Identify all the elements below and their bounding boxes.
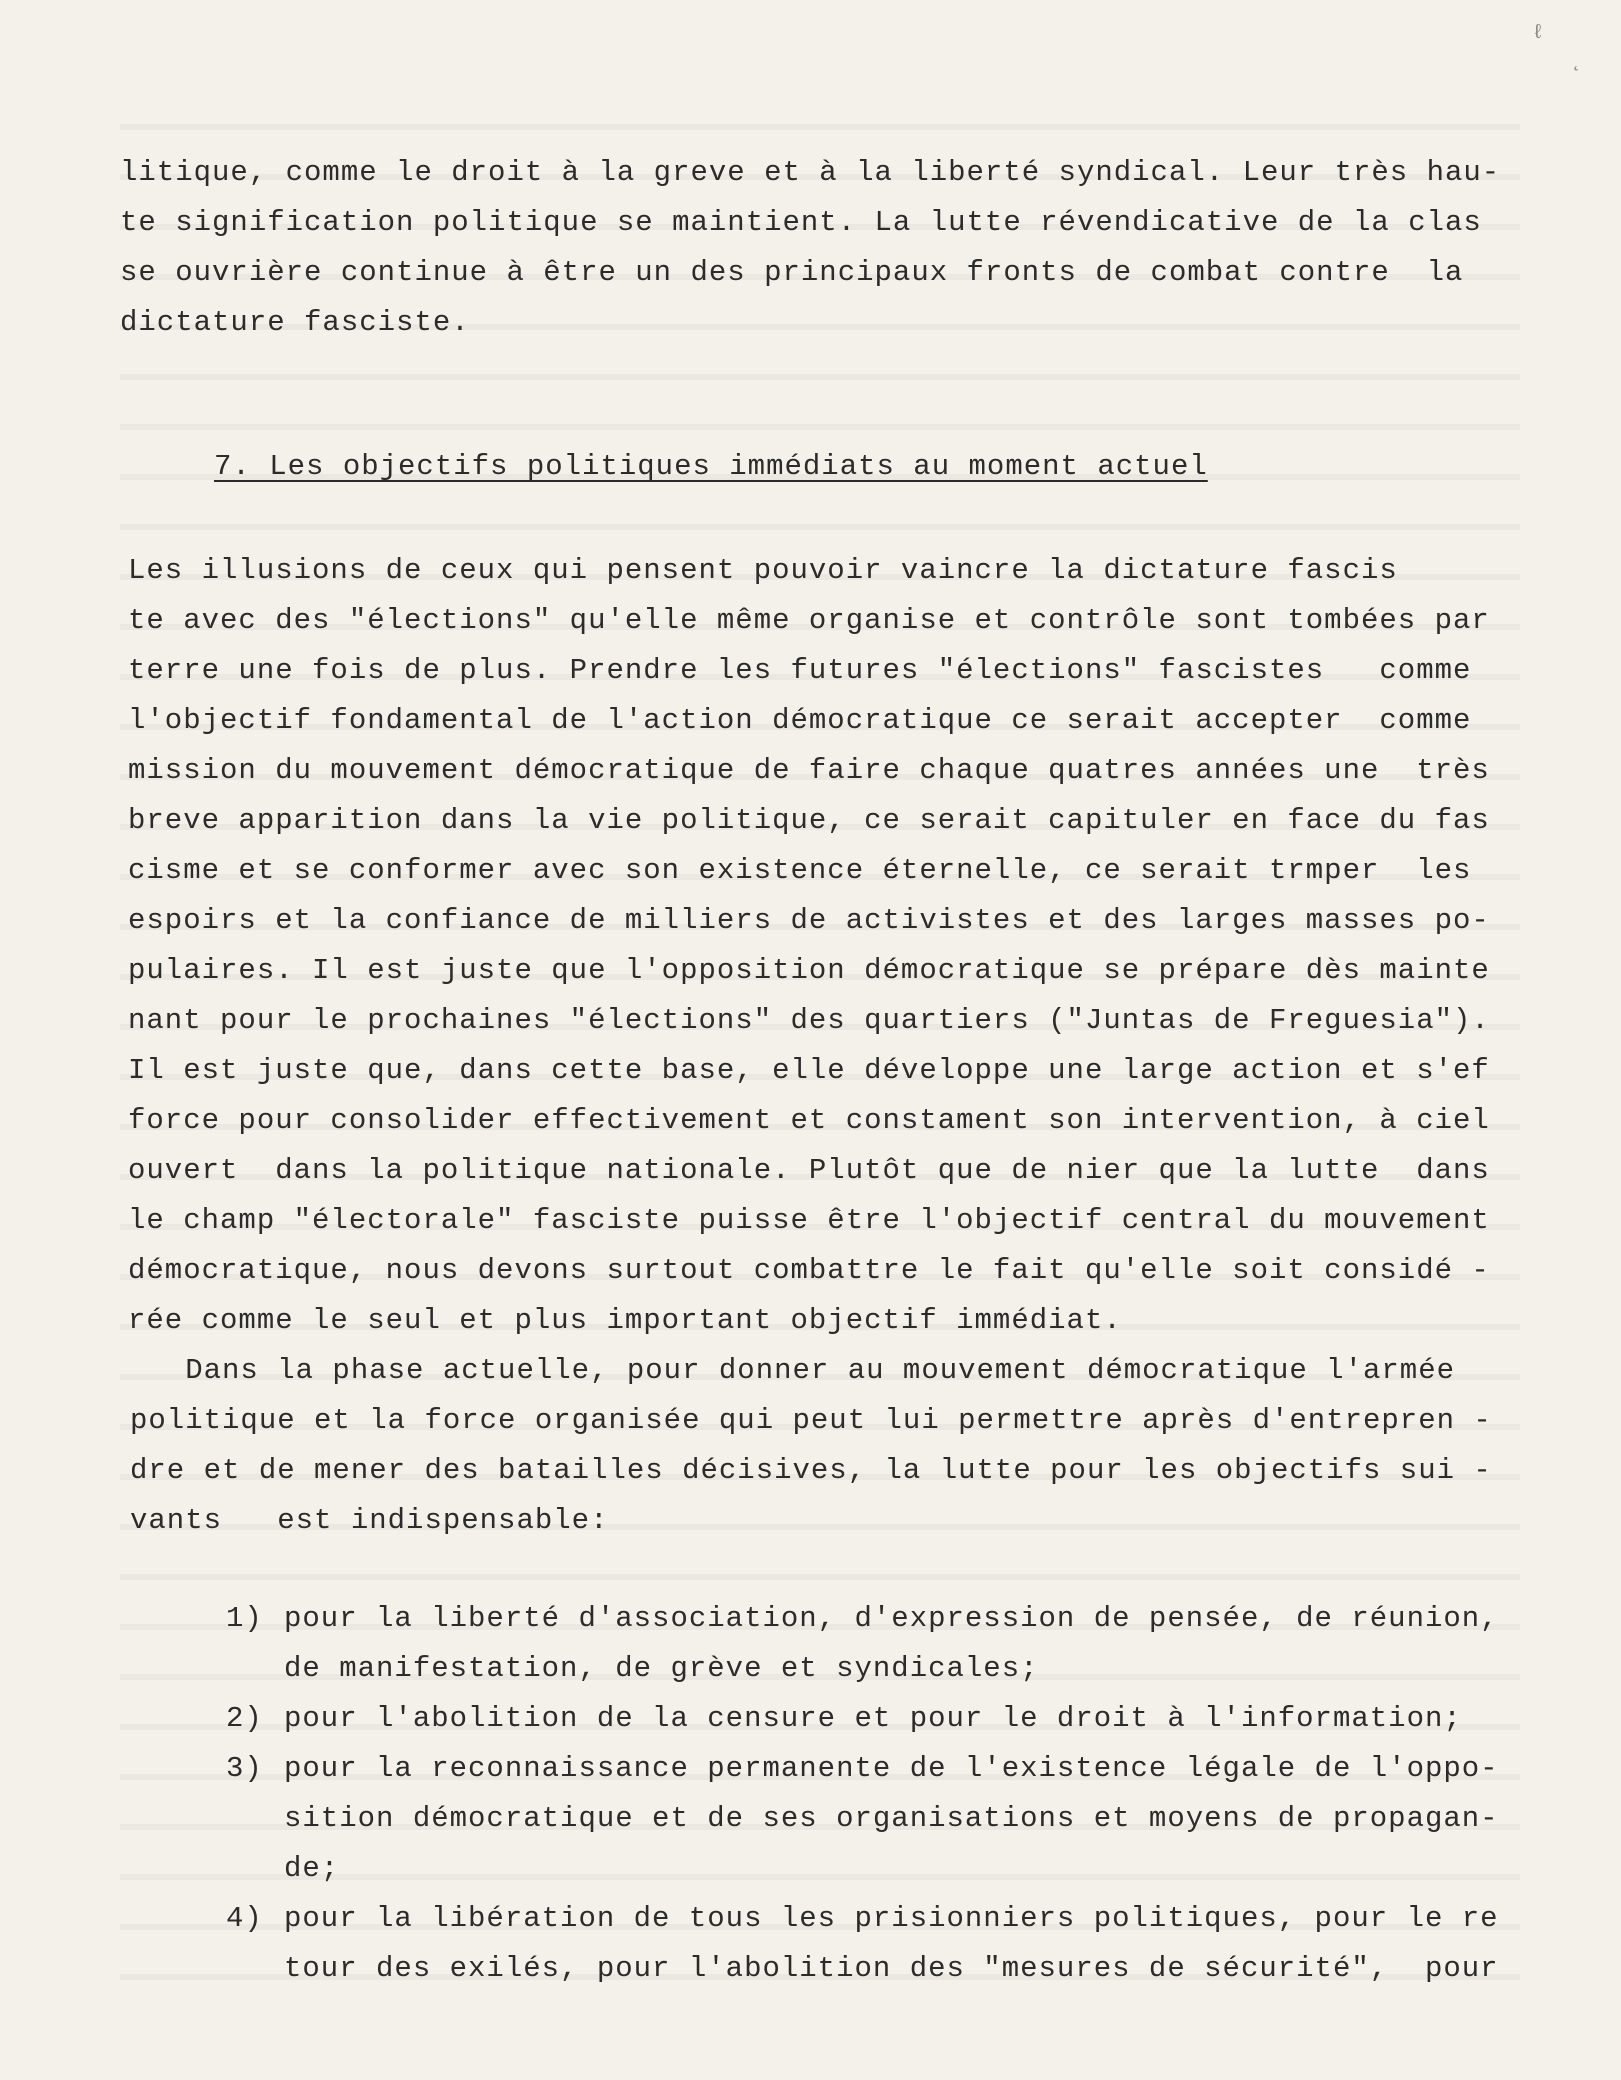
text-line: dre et de mener des batailles décisives, la lutte pour les objectifs sui - [130, 1454, 1492, 1487]
text-line: force pour consolider effectivement et constament son intervention, à ciel [128, 1104, 1490, 1137]
corner-mark: ℓ [1532, 22, 1546, 45]
text-line: vants est indispensable: [130, 1504, 609, 1537]
text-line: démocratique, nous devons surtout combattre le fait qu'elle soit considé - [128, 1254, 1490, 1287]
text-line: nant pour le prochaines "élections" des quartiers ("Juntas de Freguesia"). [128, 1004, 1490, 1037]
text-line: pour la libération de tous les prisionniers politiques, pour le re [284, 1902, 1499, 1935]
list-number: 4) [226, 1902, 263, 1935]
text-line: dictature fasciste. [120, 306, 470, 339]
text-line: breve apparition dans la vie politique, ce serait capituler en face du fas [128, 804, 1490, 837]
text-line: pour l'abolition de la censure et pour le droit à l'information; [284, 1702, 1462, 1735]
text-line: de; [284, 1852, 340, 1885]
list-number: 3) [226, 1752, 263, 1785]
text-line: mission du mouvement démocratique de faire chaque quatres années une très [128, 754, 1490, 787]
text-line: Dans la phase actuelle, pour donner au mouvement démocratique l'armée [130, 1354, 1456, 1387]
text-line: politique et la force organisée qui peut lui permettre après d'entrepren - [130, 1404, 1492, 1437]
text-line: litique, comme le droit à la greve et à la liberté syndical. Leur très hau- [120, 156, 1501, 189]
text-line: Les illusions de ceux qui pensent pouvoir vaincre la dictature fascis [128, 554, 1398, 587]
text-line: le champ "électorale" fasciste puisse être l'objectif central du mouvement [128, 1204, 1490, 1237]
text-line: te avec des "élections" qu'elle même organise et contrôle sont tombées par [128, 604, 1490, 637]
section-heading: 7. Les objectifs politiques immédiats au moment actuel [214, 450, 1208, 483]
corner-mark: ˛ [1570, 50, 1584, 73]
text-line: terre une fois de plus. Prendre les futures "élections" fascistes comme [128, 654, 1472, 687]
text-line: ouvert dans la politique nationale. Plutôt que de nier que la lutte dans [128, 1154, 1490, 1187]
text-line: pour la reconnaissance permanente de l'existence légale de l'oppo- [284, 1752, 1499, 1785]
text-line: rée comme le seul et plus important objectif immédiat. [128, 1304, 1122, 1337]
text-line: se ouvrière continue à être un des principaux fronts de combat contre la [120, 256, 1464, 289]
text-line: Il est juste que, dans cette base, elle développe une large action et s'ef [128, 1054, 1490, 1087]
text-line: tour des exilés, pour l'abolition des "mesures de sécurité", pour [284, 1952, 1499, 1985]
text-line: l'objectif fondamental de l'action démocratique ce serait accepter comme [128, 704, 1472, 737]
text-line: pour la liberté d'association, d'expression de pensée, de réunion, [284, 1602, 1499, 1635]
text-line: de manifestation, de grève et syndicales; [284, 1652, 1039, 1685]
text-line: te signification politique se maintient. La lutte révendicative de la clas [120, 206, 1482, 239]
text-line: sition démocratique et de ses organisations et moyens de propagan- [284, 1802, 1499, 1835]
list-number: 1) [226, 1602, 263, 1635]
text-line: cisme et se conformer avec son existence éternelle, ce serait trmper les [128, 854, 1472, 887]
list-number: 2) [226, 1702, 263, 1735]
text-line: espoirs et la confiance de milliers de activistes et des larges masses po- [128, 904, 1490, 937]
text-line: pulaires. Il est juste que l'opposition démocratique se prépare dès mainte [128, 954, 1490, 987]
